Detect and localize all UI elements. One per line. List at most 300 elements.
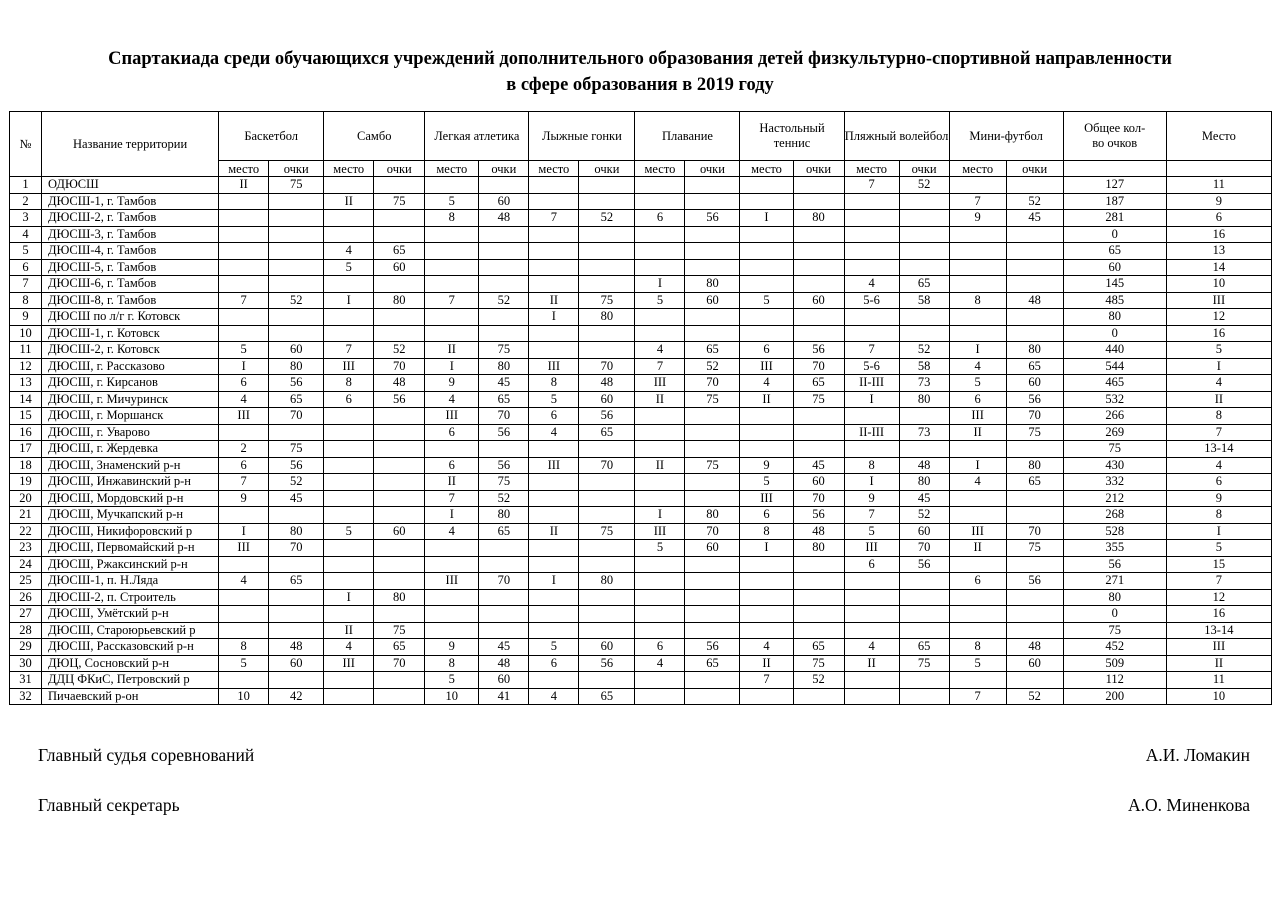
sport-place: 5 [219,655,269,672]
sport-place [635,193,685,210]
sport-place: 6 [635,210,685,227]
sport-place [949,259,1006,276]
sport-points [685,441,740,458]
sport-points: 75 [579,523,635,540]
sport-place [635,177,685,194]
sport-points: 75 [269,441,324,458]
sport-place [949,177,1006,194]
sport-points: 60 [685,292,740,309]
sport-points [479,243,529,260]
sport-points: 80 [793,210,844,227]
sport-place [949,589,1006,606]
sport-points [579,606,635,623]
territory-name: ДЮСШ, Староюрьевский р [42,622,219,639]
sport-points: 52 [579,210,635,227]
sport-place [949,672,1006,689]
sport-points [374,276,425,293]
sport-points: 45 [899,490,949,507]
subheader-points: очки [374,161,425,177]
header-sport: Лыжные гонки [529,112,635,161]
sport-place: 10 [425,688,479,705]
total-points: 281 [1063,210,1166,227]
sport-place [949,606,1006,623]
row-number: 17 [10,441,42,458]
sport-place [425,622,479,639]
sport-points: 56 [899,556,949,573]
final-place: 4 [1166,457,1271,474]
table-row [10,639,1272,656]
sport-place: 9 [219,490,269,507]
table-row [10,556,1272,573]
sport-place: II [219,177,269,194]
table-row [10,441,1272,458]
sport-points [1006,309,1063,326]
sport-points: 60 [269,342,324,359]
subheader-points: очки [793,161,844,177]
sport-place: III [529,457,579,474]
sport-points [269,226,324,243]
sport-place: III [949,408,1006,425]
sport-place [324,540,374,557]
territory-name: ДЮСШ-1, п. Н.Ляда [42,573,219,590]
sport-place: 4 [324,243,374,260]
total-points: 430 [1063,457,1166,474]
sport-place [635,622,685,639]
sport-place: II [425,342,479,359]
sport-place: 4 [635,655,685,672]
total-points: 75 [1063,622,1166,639]
sport-place [324,309,374,326]
sport-place: 6 [425,457,479,474]
sport-place: III [740,490,793,507]
sport-place [425,589,479,606]
sport-place: 10 [219,688,269,705]
sport-place: 4 [740,639,793,656]
sport-points [793,408,844,425]
sport-place: I [740,210,793,227]
sport-points [579,243,635,260]
sport-place [635,309,685,326]
total-points: 200 [1063,688,1166,705]
sport-place [844,441,899,458]
sport-points [685,688,740,705]
row-number: 21 [10,507,42,524]
sport-place: I [425,358,479,375]
sport-points: 60 [374,259,425,276]
sport-points: 52 [374,342,425,359]
sport-points [269,507,324,524]
sport-place: 4 [324,639,374,656]
territory-name: ДЮСШ, Мучкапский р-н [42,507,219,524]
sport-place [844,226,899,243]
sport-points: 80 [479,507,529,524]
total-points: 56 [1063,556,1166,573]
sport-place [219,672,269,689]
sport-place [635,573,685,590]
table-row [10,177,1272,194]
sport-points [374,325,425,342]
sport-points: 80 [1006,457,1063,474]
sport-points [793,606,844,623]
sport-points: 65 [479,391,529,408]
sport-place [529,672,579,689]
sport-place [529,177,579,194]
sport-place: 7 [844,177,899,194]
sport-place: III [635,523,685,540]
sport-place [844,193,899,210]
subheader-empty [1166,161,1271,177]
sport-place [425,243,479,260]
territory-name: Пичаевский р-он [42,688,219,705]
sport-place: II [635,391,685,408]
sport-place [324,490,374,507]
sport-place [219,622,269,639]
sport-points [1006,243,1063,260]
sport-place: 7 [324,342,374,359]
sport-points [269,672,324,689]
sport-place: 6 [324,391,374,408]
sport-points: 60 [374,523,425,540]
sport-place: 7 [740,672,793,689]
total-points: 271 [1063,573,1166,590]
sport-points: 52 [793,672,844,689]
sport-place: 4 [219,391,269,408]
sport-points: 52 [1006,688,1063,705]
territory-name: ДЮСШ, Мордовский р-н [42,490,219,507]
table-row [10,672,1272,689]
sport-points [793,688,844,705]
sport-points: 56 [1006,573,1063,590]
territory-name: ДЮСШ-2, п. Строитель [42,589,219,606]
sport-place [635,556,685,573]
final-place: 10 [1166,276,1271,293]
sport-points: 65 [899,639,949,656]
sport-place: I [949,342,1006,359]
sport-place [425,556,479,573]
sport-points [899,325,949,342]
sport-points: 65 [579,424,635,441]
sport-points [579,622,635,639]
header-sport: Плавание [635,112,740,161]
total-points: 0 [1063,325,1166,342]
table-row [10,309,1272,326]
sport-place [529,474,579,491]
sport-place [219,325,269,342]
sport-points [269,622,324,639]
sport-place: II-III [844,375,899,392]
sport-place: 8 [425,210,479,227]
sport-points [1006,589,1063,606]
total-points: 528 [1063,523,1166,540]
sport-place [425,276,479,293]
sport-points [269,325,324,342]
sport-points [374,309,425,326]
territory-name: ДЮСШ, Умётский р-н [42,606,219,623]
sport-place: I [425,507,479,524]
sport-points: 45 [793,457,844,474]
sport-points [579,556,635,573]
sport-place: 8 [529,375,579,392]
sport-place [529,193,579,210]
sport-points [1006,276,1063,293]
sport-place: 9 [949,210,1006,227]
sport-points: 75 [374,622,425,639]
sport-points [479,589,529,606]
sport-place [529,606,579,623]
sport-place: 4 [425,523,479,540]
territory-name: ОДЮСШ [42,177,219,194]
sport-points: 52 [899,342,949,359]
sport-place [529,507,579,524]
secretary-label: Главный секретарь [38,795,180,815]
row-number: 31 [10,672,42,689]
sport-place [324,276,374,293]
sport-place [740,688,793,705]
sport-place: 4 [844,639,899,656]
sport-points [793,226,844,243]
sport-points [1006,672,1063,689]
sport-points [579,342,635,359]
sport-points [374,507,425,524]
sport-points [899,606,949,623]
sport-place: 6 [529,655,579,672]
table-row [10,622,1272,639]
total-points: 452 [1063,639,1166,656]
sport-place [844,325,899,342]
sport-place: 4 [740,375,793,392]
sport-points: 65 [793,375,844,392]
row-number: 8 [10,292,42,309]
sport-place [425,177,479,194]
sport-points: 52 [269,292,324,309]
sport-place: I [635,507,685,524]
total-points: 212 [1063,490,1166,507]
sport-points: 60 [1006,375,1063,392]
sport-points [479,325,529,342]
sport-points [685,243,740,260]
sport-points: 60 [685,540,740,557]
header-number: № [10,112,42,177]
sport-place [219,424,269,441]
sport-place: 6 [219,375,269,392]
total-points: 268 [1063,507,1166,524]
row-number: 32 [10,688,42,705]
final-place: 14 [1166,259,1271,276]
sport-place [635,325,685,342]
sport-points [269,556,324,573]
sport-place [844,408,899,425]
total-points: 80 [1063,589,1166,606]
sport-points [793,193,844,210]
table-row [10,507,1272,524]
sport-points: 56 [685,210,740,227]
table-row [10,358,1272,375]
sport-points: 58 [899,358,949,375]
sport-points: 56 [374,391,425,408]
sport-place [635,424,685,441]
sport-points [374,457,425,474]
header-place: Место [1166,112,1271,161]
row-number: 29 [10,639,42,656]
final-place: 12 [1166,309,1271,326]
sport-points [1006,507,1063,524]
sport-place: 6 [219,457,269,474]
row-number: 20 [10,490,42,507]
sport-place [949,325,1006,342]
row-number: 9 [10,309,42,326]
row-number: 19 [10,474,42,491]
sport-place: III [740,358,793,375]
final-place: 11 [1166,177,1271,194]
total-points: 0 [1063,226,1166,243]
sport-points: 60 [899,523,949,540]
sport-points: 45 [269,490,324,507]
sport-place: III [425,408,479,425]
total-points: 532 [1063,391,1166,408]
sport-points: 48 [793,523,844,540]
subheader-points: очки [899,161,949,177]
sport-place [425,606,479,623]
total-points: 269 [1063,424,1166,441]
final-place: 16 [1166,226,1271,243]
sport-place [635,606,685,623]
row-number: 5 [10,243,42,260]
sport-points [374,424,425,441]
sport-points: 48 [579,375,635,392]
header-sport: Мини-футбол [949,112,1063,161]
row-number: 10 [10,325,42,342]
sport-points [793,177,844,194]
total-points: 355 [1063,540,1166,557]
sport-place: I [529,573,579,590]
sport-place: 6 [740,507,793,524]
sport-points: 70 [579,358,635,375]
table-row [10,243,1272,260]
sport-place [324,672,374,689]
sport-points: 70 [269,408,324,425]
sport-points: 56 [479,457,529,474]
sport-place [844,688,899,705]
sport-points: 75 [479,474,529,491]
sport-points [685,622,740,639]
row-number: 22 [10,523,42,540]
sport-points [1006,325,1063,342]
subheader-place: место [949,161,1006,177]
sport-points: 70 [579,457,635,474]
sport-points [479,441,529,458]
table-row [10,540,1272,557]
sport-points: 52 [479,490,529,507]
sport-points: 70 [374,655,425,672]
sport-points: 65 [269,391,324,408]
sport-place: I [324,589,374,606]
sport-place: 6 [740,342,793,359]
sport-points [899,441,949,458]
sport-place: 5 [635,540,685,557]
total-points: 266 [1063,408,1166,425]
sport-points [793,441,844,458]
subheader-place: место [219,161,269,177]
sport-points: 56 [579,655,635,672]
sport-points [685,606,740,623]
sport-points [579,325,635,342]
sport-place [529,259,579,276]
final-place: 8 [1166,507,1271,524]
sport-points: 65 [374,639,425,656]
sport-points [1006,441,1063,458]
table-row [10,342,1272,359]
sport-place [219,556,269,573]
header-territory: Название территории [42,112,219,177]
territory-name: ДЮСШ-5, г. Тамбов [42,259,219,276]
sport-place [844,672,899,689]
row-number: 25 [10,573,42,590]
final-place: 13-14 [1166,441,1271,458]
table-row [10,424,1272,441]
sport-place [635,672,685,689]
sport-place: 7 [425,490,479,507]
sport-points [479,540,529,557]
sport-place [324,177,374,194]
row-number: 13 [10,375,42,392]
sport-points [793,424,844,441]
sport-place: 5 [324,259,374,276]
subheader-place: место [844,161,899,177]
sport-place: 4 [219,573,269,590]
sport-points: 75 [793,391,844,408]
sport-place: III [949,523,1006,540]
sport-points: 70 [1006,408,1063,425]
total-points: 75 [1063,441,1166,458]
sport-points [479,309,529,326]
sport-points: 56 [479,424,529,441]
sport-place: 5 [219,342,269,359]
total-points: 485 [1063,292,1166,309]
sport-place [219,606,269,623]
sport-points: 70 [374,358,425,375]
sport-place: 4 [425,391,479,408]
territory-name: ДЮСШ по л/г г. Котовск [42,309,219,326]
sport-place: 5 [740,474,793,491]
row-number: 12 [10,358,42,375]
sport-place: 7 [219,474,269,491]
sport-points: 80 [685,276,740,293]
sport-place [635,589,685,606]
territory-name: ДЮСШ, Инжавинский р-н [42,474,219,491]
sport-place [324,226,374,243]
sport-points [269,276,324,293]
final-place: 16 [1166,606,1271,623]
sport-place [635,441,685,458]
final-place: 8 [1166,408,1271,425]
sport-points [899,672,949,689]
sport-points: 80 [793,540,844,557]
sport-place: 8 [949,292,1006,309]
sport-points: 65 [793,639,844,656]
territory-name: ДЮСШ-3, г. Тамбов [42,226,219,243]
sport-points: 45 [1006,210,1063,227]
sport-points [899,210,949,227]
final-place: II [1166,391,1271,408]
sport-place: II [529,523,579,540]
table-row [10,259,1272,276]
sport-place: III [635,375,685,392]
subheader-points: очки [1006,161,1063,177]
subheader-empty [1063,161,1166,177]
sport-place: 5 [425,672,479,689]
sport-place: III [324,358,374,375]
sport-place: 5 [740,292,793,309]
